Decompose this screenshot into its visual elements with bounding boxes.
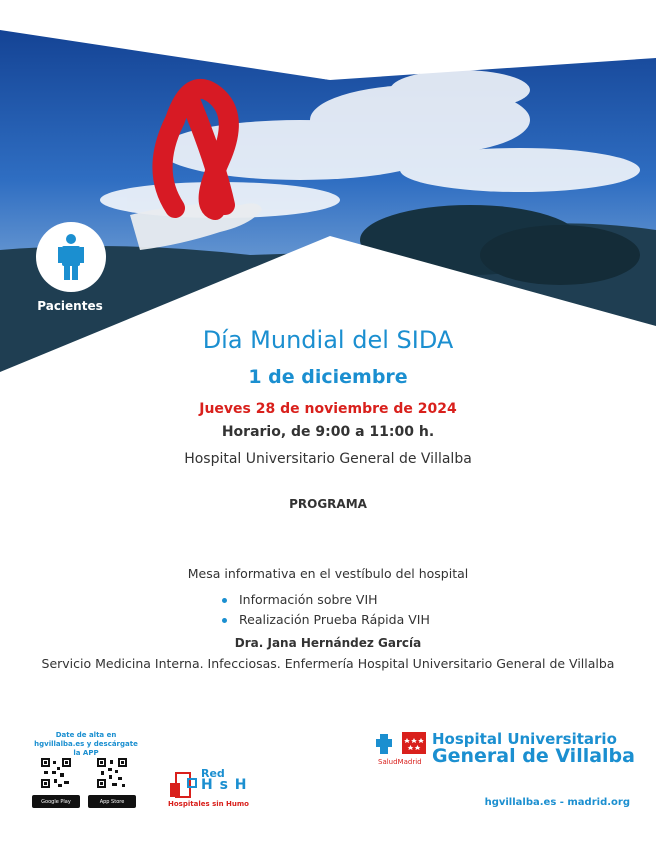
- event-subtitle: 1 de diciembre: [248, 366, 408, 388]
- hsh-logo: [168, 767, 248, 813]
- patient-icon: [56, 233, 86, 281]
- qr-code-icon[interactable]: [96, 757, 128, 789]
- hsh-building-icon: [170, 771, 198, 799]
- hospital-name-line2: General de Villalba: [432, 745, 635, 767]
- saludmadrid-label: SaludMadrid: [378, 758, 422, 766]
- event-date: Jueves 28 de noviembre de 2024: [199, 401, 457, 417]
- list-item: Realización Prueba Rápida VIH: [222, 610, 430, 630]
- program-list: [222, 590, 430, 630]
- qr-code-icon[interactable]: [40, 757, 72, 789]
- app-store-button[interactable]: App Store: [88, 795, 136, 808]
- list-item: Información sobre VIH: [222, 590, 430, 610]
- program-desk: Mesa informativa en el vestíbulo del hospital: [187, 566, 469, 581]
- bullet-icon: [222, 598, 227, 603]
- service-line: Servicio Medicina Interna. Infecciosas. Enfermería Hospital Universitario General de Villalba: [41, 656, 615, 671]
- event-title: Día Mundial del SIDA: [202, 326, 454, 354]
- app-download-note: Date de alta en hgvillalba.es y descárgate la APP: [34, 731, 138, 757]
- event-hours: Horario, de 9:00 a 11:00 h.: [221, 424, 435, 440]
- doctor-name: Dra. Jana Hernández García: [234, 636, 422, 650]
- hospital-name-line1: Hospital Universitario: [432, 730, 617, 748]
- hsh-red-label: Red: [201, 767, 225, 780]
- patient-icon-badge: [36, 222, 106, 292]
- bullet-icon: [222, 618, 227, 623]
- google-play-button[interactable]: Google Play: [32, 795, 80, 808]
- patient-label: Pacientes: [37, 299, 103, 313]
- hospital-logo: [376, 730, 638, 770]
- web-links[interactable]: hgvillalba.es - madrid.org: [484, 797, 630, 808]
- salud-madrid-icon: [376, 730, 428, 756]
- hsh-tagline: Hospitales sin Humo: [168, 800, 249, 808]
- hsh-wordmark: H s H: [201, 777, 248, 793]
- program-heading: PROGRAMA: [289, 497, 367, 511]
- event-venue: Hospital Universitario General de Villalba: [184, 451, 472, 467]
